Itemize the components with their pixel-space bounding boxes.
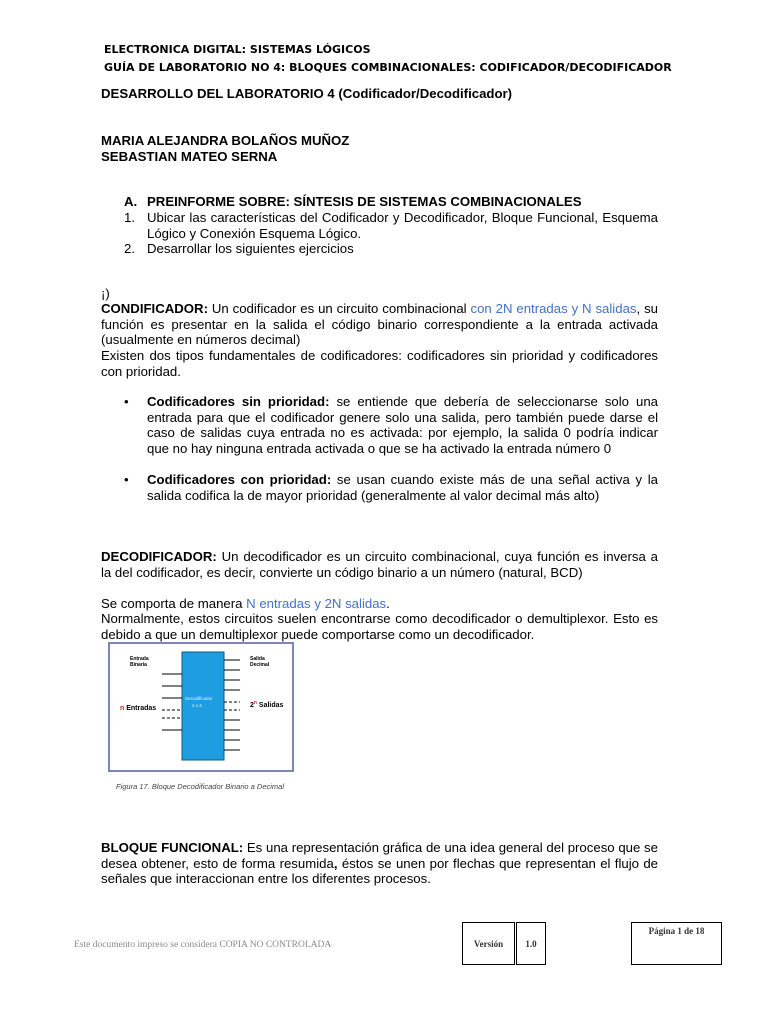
bullet-text: se usan cuando existe más de una señal activa y la salida codifica la de mayor prioridad (generalmente al valor decimal más alto) [147,472,658,503]
page-number-box [631,922,722,965]
section-heading: PREINFORME SOBRE: SÍNTESIS DE SISTEMAS COMBINACIONALES [147,194,582,209]
bloque-comma: , [333,855,338,871]
behaves-highlight: N entradas y 2N salidas [246,596,387,611]
course-title: ELECTRONICA DIGITAL: SISTEMAS LÓGICOS [104,43,371,56]
author-1: MARIA ALEJANDRA BOLAÑOS MUÑOZ [101,133,350,148]
block-label-1: Decodificador [185,696,213,701]
behaves-text: Se comporta de manera [101,596,247,611]
behaves-end: . [386,596,390,611]
bullet-icon: • [124,394,129,409]
version-value-box [516,922,546,965]
bloque-text: Es una representación gráfica de una idea general del proceso que se desea obtener, esto de forma resumida [101,840,658,871]
codificador-highlight: con 2N entradas y N salidas [470,301,637,316]
decoder-block [182,652,224,760]
decodificador-behaves [101,596,390,611]
page-number: Página 1 de 18 [648,926,705,936]
bullet-item [147,472,658,503]
outputs-label: 2$^n$ Salidas [250,700,284,709]
output-label-1: Salida [250,656,265,662]
codificador-paragraph [101,301,658,348]
bullet-item [147,394,658,456]
codificador-types: Existen dos tipos fundamentales de codificadores: codificadores sin prioridad y codificadores con prioridad. [101,348,658,379]
decodificador-text: Un decodificador es un circuito combinacional, cuya función es inversa a la del codificador, es decir, convierte un código binario a un número (natural, BCD) [101,549,658,580]
version-label: Versión [473,938,504,949]
page-title: DESARROLLO DEL LABORATORIO 4 (Codificador/Decodificador) [101,86,513,101]
list-item: Ubicar las características del Codificador y Decodificador, Bloque Funcional, Esquema Lógico y Conexión Esquema Lógico. [147,210,658,241]
bullet-label: Codificadores con prioridad: [147,472,332,487]
input-label-1: Entrada [130,656,149,662]
version-label-box [462,922,515,965]
block-label-2: n x 2 [192,703,202,708]
inputs-label: n Entradas [120,705,157,712]
input-label-2: Binaria [130,662,147,668]
decoder-figure [108,642,294,772]
codificador-text: Un codificador es un circuito combinacional [207,301,471,316]
list-number: 2. [124,241,135,256]
codificador-text-cont: , su función es presentar en la salida el código binario correspondiente a la entrada activada (usualmente en números decimal) [101,301,658,348]
list-item: Desarrollar los siguientes ejercicios [147,241,354,256]
decoder-block-diagram [110,644,292,770]
exercise-marker: ¡) [101,286,110,301]
decodificador-normally: Normalmente, estos circuitos suelen encontrarse como decodificador o demultiplexor. Esto es debido a que un demultiplexor puede comportarse como un decodificador. [101,611,658,642]
section-letter: A. [124,194,138,209]
codificador-label: CONDIFICADOR: [101,301,208,316]
footer-note: Este documento impreso se considera COPIA NO CONTROLADA [74,940,332,950]
bullet-icon: • [124,472,129,487]
bloque-text-cont: éstos se unen por flechas que representan el flujo de señales que interaccionan entre los diferentes procesos. [101,855,658,887]
bullet-label: Codificadores sin prioridad: [147,394,330,409]
bullet-text: se entiende que debería de seleccionarse solo una entrada para que el codificador genere solo una salida, pero también puede darse el caso de salidas cuya entrada no es activada: por ejemplo, la salida 0 podría indicar que no hay ninguna entrada activada o que se ha activado la entrada número 0 [147,394,658,456]
author-2: SEBASTIAN MATEO SERNA [101,149,278,164]
version-value: 1.0 [525,938,537,949]
guide-title: GUÍA DE LABORATORIO NO 4: BLOQUES COMBINACIONALES: CODIFICADOR/DECODIFICADOR [104,61,672,74]
decodificador-paragraph [101,549,658,580]
output-label-2: Decimal [250,662,270,668]
figure-caption: Figura 17. Bloque Decodificador Binario a Decimal [116,782,285,791]
output-lines [224,660,240,750]
input-lines [162,674,182,730]
list-number: 1. [124,210,135,225]
decodificador-label: DECODIFICADOR: [101,549,217,564]
bloque-paragraph [101,840,658,887]
bloque-label: BLOQUE FUNCIONAL: [101,840,244,855]
